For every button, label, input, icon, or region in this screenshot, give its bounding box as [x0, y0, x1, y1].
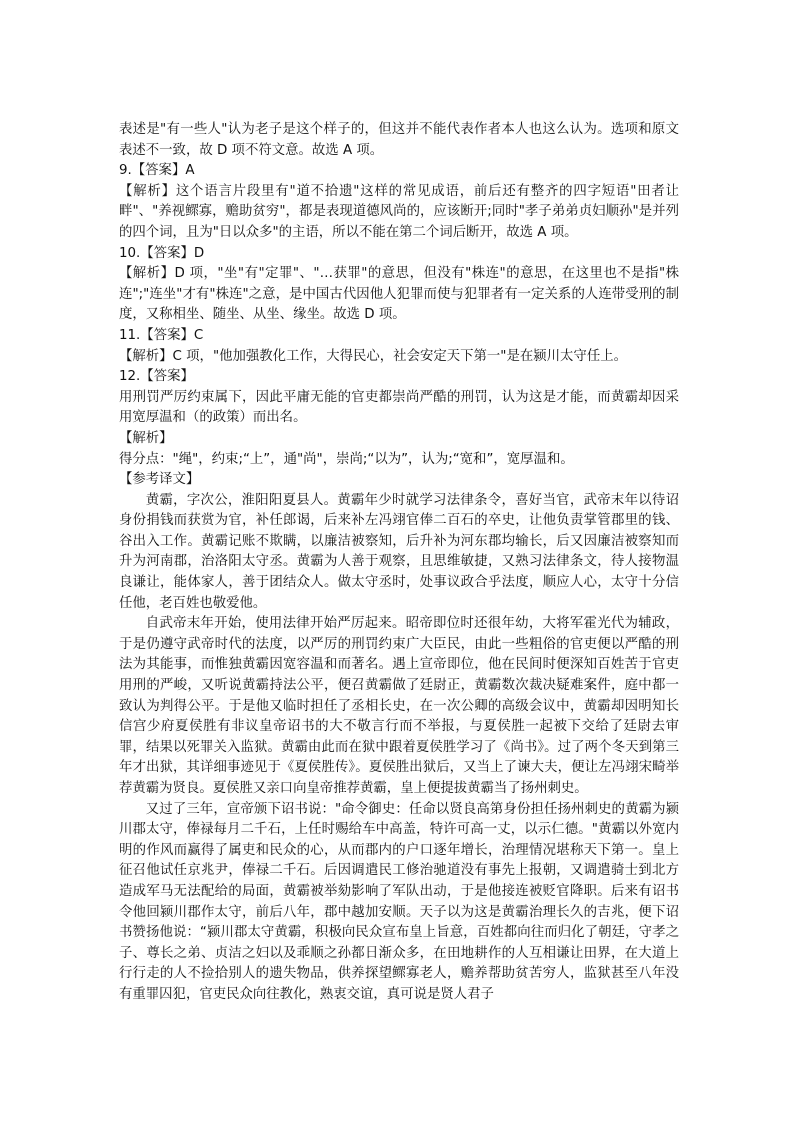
translation-paragraph-1: 黄霸，字次公，淮阳阳夏县人。黄霸年少时就学习法律条令，喜好当官，武帝末年以待诏身份捐钱而获赏为官，补任郎谒，后来补左冯翊官俸二百石的卒史，让他负责掌管郡里的钱、谷出入工作。黄霸记账不欺瞒，以廉洁被察知，后升补为河东郡均输长，后又因廉洁被察知而升为河南郡，治洛阳太守丞。黄霸为人善于观察，且思维敏捷，又熟习法律条文，待人接物温良谦让，能体家人，善于团结众人。做太守丞时，处事议政合乎法度，顺应人心，太守十分信任他，老百姓也敬爱他。 [119, 492, 679, 611]
analysis-12-label: 【解析】 [119, 430, 173, 446]
translation-paragraph-3: 又过了三年，宣帝颁下诏书说："命令御史：任命以贤良高第身份担任扬州刺史的黄霸为颍川郡太守，俸禄每月二千石，上任时赐给车中高盖，特许可高一丈，以示仁德。"黄霸以外宽内明的作风而赢得了属吏和民众的心，从而郡内的户口逐年增长，治理情况堪称天下第一。皇上征召他试任京兆尹，俸禄二千石。后因调遣民工修治驰道没有事先上报朝，又调遣骑士到北方造成军马无法配给的局面，黄霸被举劾影响了军队出动，于是他接连被贬官降职。后来有诏书令他回颍川郡作太守，前后八年，郡中越加安顺。天子以为这是黄霸治理长久的吉兆，便下诏书赞扬他说：“颍川郡太守黄霸，积极向民众宣布皇上旨意，百姓都向往而归化了朝廷，守孝之子、尊长之弟、贞洁之妇以及乖顺之孙都日渐众多，在田地耕作的人互相谦让田界，在大道上行行走的人不捡拾别人的遗失物品，供养探望鳏寡老人，赡养帮助贫苦穷人，监狱甚至八年没有重罪囚犯，官吏民众向往教化，熟衷交谊，真可说是贤人君子 [119, 801, 679, 1002]
translation-label: 【参考译文】 [119, 472, 200, 488]
answer-10-heading: 10.【答案】D [119, 245, 205, 261]
answer-12-text: 用刑罚严厉约束属下，因此平庸无能的官吏都崇尚严酷的刑罚，认为这是才能，而黄霸却因采用宽厚温和（的政策）而出名。 [119, 389, 679, 426]
document-page [119, 120, 679, 1006]
analysis-11: 【解析】C 项，"他加强教化工作，大得民心，社会安定天下第一"是在颍川太守任上。 [119, 348, 627, 364]
answer-12-heading: 12.【答案】 [119, 369, 194, 385]
answer-9-heading: 9.【答案】A [119, 163, 195, 179]
analysis-12-points: 得分点："绳"，约束;“上”，通"尚"，崇尚;“以为”，认为;“宽和”，宽厚温和。 [119, 451, 574, 467]
analysis-9: 【解析】这个语言片段里有"道不拾遗"这样的常见成语，前后还有整齐的四字短语"田者让畔"、"养视鳏寡，赡助贫穷"，都是表现道德风尚的，应该断开;同时"孝子弟弟贞妇顺孙"是并列的四个词，且为"日以众多"的主语，所以不能在第二个词后断开，故选 A 项。 [119, 183, 679, 240]
analysis-10: 【解析】D 项，"坐"有"定罪"、"…获罪"的意思，但没有"株连"的意思，在这里也不是指"株连";"连坐"才有"株连"之意，是中国古代因他人犯罪而使与犯罪者有一定关系的人连带受刑的制度，又称相坐、随坐、从坐、缘坐。故选 D 项。 [119, 266, 679, 323]
paragraph-answer-8-tail: 表述是"有一些人"认为老子是这个样子的，但这并不能代表作者本人也这么认为。选项和原文表述不一致，故 D 项不符文意。故选 A 项。 [119, 122, 679, 158]
answer-11-heading: 11.【答案】C [119, 327, 204, 343]
translation-paragraph-2: 自武帝末年开始，使用法律开始严厉起来。昭帝即位时还很年幼，大将军霍光代为辅政，于是仍遵守武帝时代的法度，以严厉的刑罚约束广大臣民，由此一些粗俗的官吏便以严酷的刑法为其能事，而惟独黄霸因宽容温和而著名。遇上宣帝即位，他在民间时便深知百姓苦于官吏用刑的严峻，又听说黄霸持法公平，便召黄霸做了廷尉正，黄霸数次裁决疑难案件，庭中都一致认为判得公平。于是他又临时担任了丞相长史，在一次公卿的高级会议中，黄霸却因明知长信宫少府夏侯胜有非议皇帝诏书的大不敬言行而不举报，与夏侯胜一起被下交给了廷尉去审罪，结果以死罪关入监狱。黄霸由此而在狱中跟着夏侯胜学习了《尚书》。过了两个冬天到第三年才出狱，其详细事迹见于《夏侯胜传》。夏侯胜出狱后，又当上了谏大夫，便让左冯翊宋畸举荐黄霸为贤良。夏侯胜又亲口向皇帝推荐黄霸，皇上便提拔黄霸当了扬州刺史。 [119, 616, 679, 796]
